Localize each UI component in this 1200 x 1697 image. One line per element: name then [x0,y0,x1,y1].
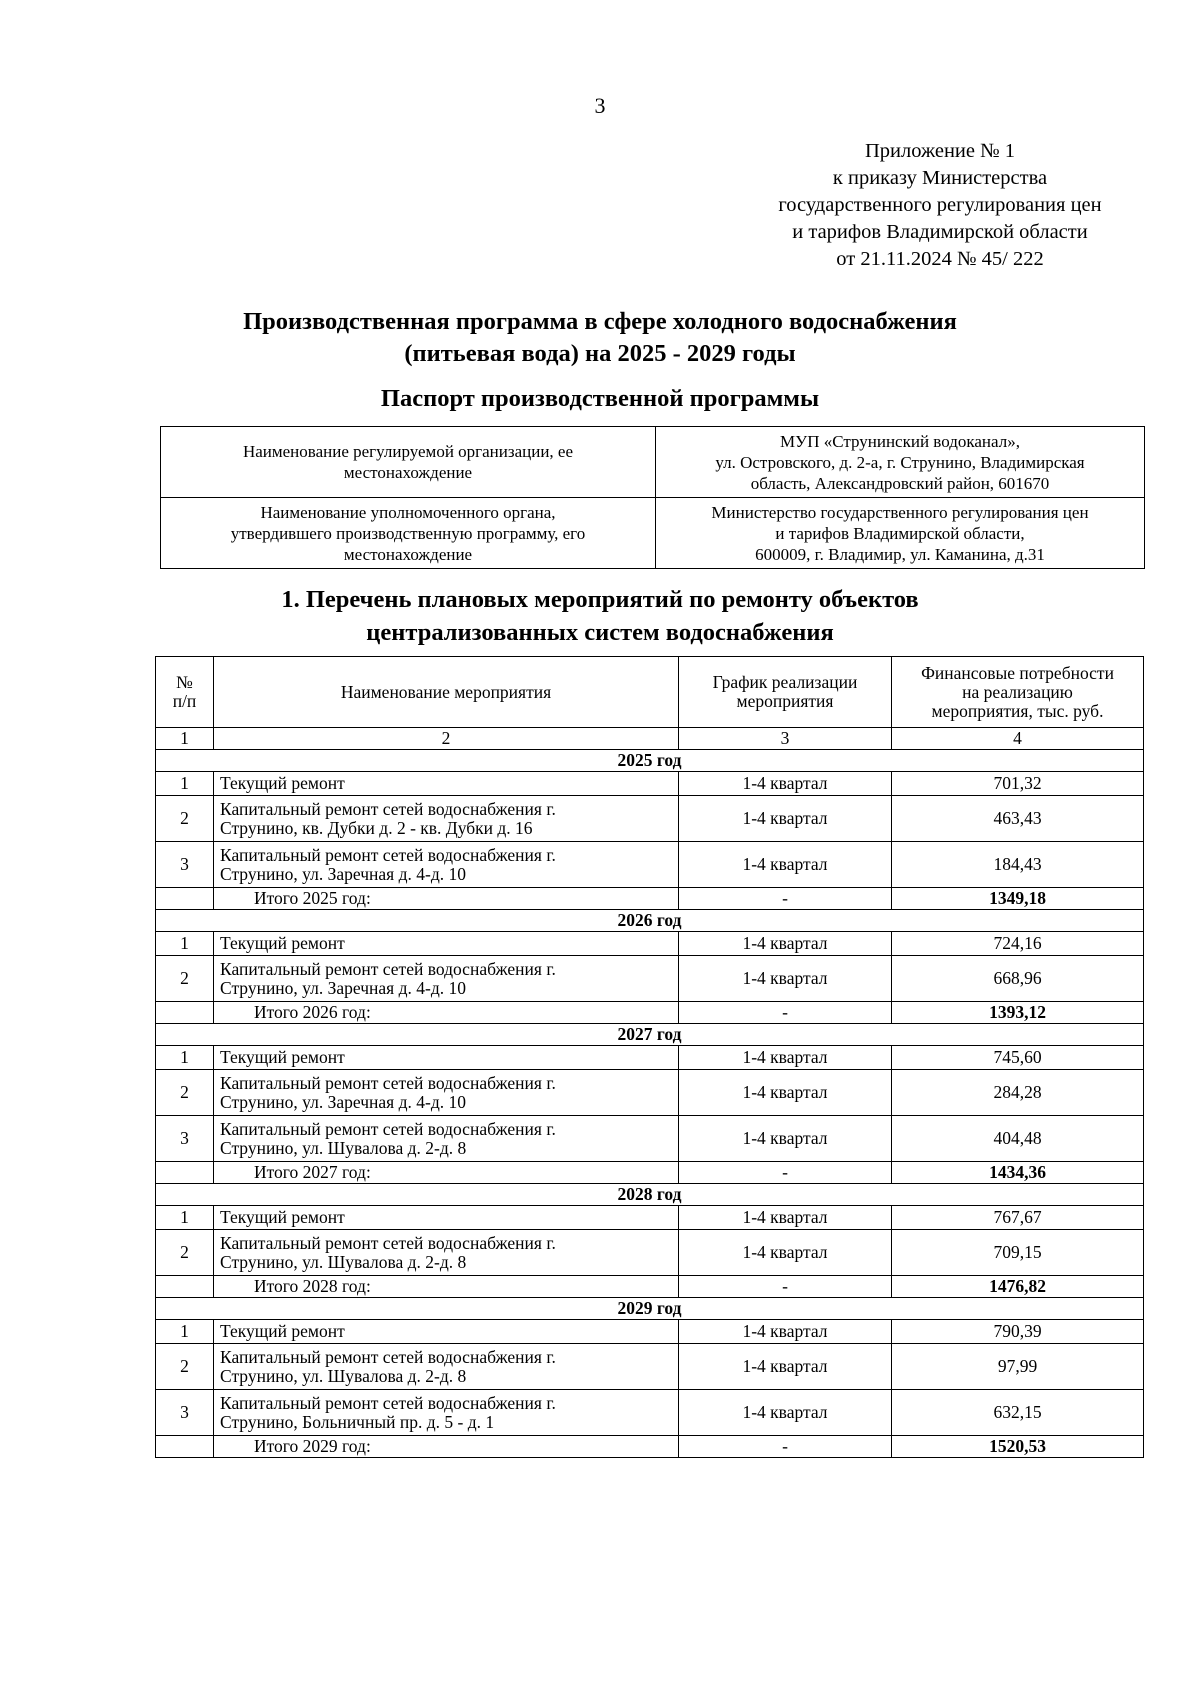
item-number: 2 [156,1344,214,1390]
item-name-line: Капитальный ремонт сетей водоснабжения г. [220,1392,556,1413]
total-number [156,888,214,910]
item-name-line: Струнино, ул. Шувалова д. 2-д. 8 [220,1365,467,1386]
item-name [214,1206,679,1230]
item-schedule: 1-4 квартал [679,1320,892,1344]
table-row [156,772,1144,796]
item-amount: 724,16 [892,932,1144,956]
item-name-line: Струнино, Больничный пр. д. 5 - д. 1 [220,1411,495,1432]
table-row [156,1116,1144,1162]
column-number-row [156,728,1144,750]
column-number: 2 [214,728,679,750]
document-title [0,306,1200,370]
item-number: 1 [156,1320,214,1344]
appendix-line: и тарифов Владимирской области [792,221,1088,243]
header-finance [892,657,1144,728]
passport-row [161,498,1145,569]
item-schedule: 1-4 квартал [679,1390,892,1436]
item-amount: 668,96 [892,956,1144,1002]
item-amount: 284,28 [892,1070,1144,1116]
item-schedule: 1-4 квартал [679,772,892,796]
item-name [214,1390,679,1436]
passport-table [160,426,1145,569]
item-number: 1 [156,1046,214,1070]
passport-label-line: Наименование уполномоченного органа, [260,502,556,522]
total-label: Итого 2028 год: [214,1276,679,1298]
item-name-line: Капитальный ремонт сетей водоснабжения г. [220,958,556,979]
passport-label-line: Наименование регулируемой организации, ее [242,442,574,461]
item-name [214,1320,679,1344]
total-row [156,1162,1144,1184]
header-line: Финансовые потребности [921,662,1114,683]
item-name [214,1230,679,1276]
item-name-line: Капитальный ремонт сетей водоснабжения г. [220,1232,556,1253]
total-label: Итого 2026 год: [214,1002,679,1024]
item-amount: 745,60 [892,1046,1144,1070]
item-number: 2 [156,1230,214,1276]
total-schedule: - [679,1436,892,1458]
item-amount: 463,43 [892,796,1144,842]
item-amount: 184,43 [892,842,1144,888]
item-name-line: Текущий ремонт [220,1321,345,1341]
item-name-line: Текущий ремонт [220,773,345,793]
passport-heading: Паспорт производственной программы [380,385,820,412]
item-number: 2 [156,796,214,842]
item-name-line: Капитальный ремонт сетей водоснабжения г. [220,1118,556,1139]
item-name-line: Струнино, ул. Шувалова д. 2-д. 8 [220,1251,467,1272]
year-row [156,1184,1144,1206]
column-number: 1 [156,728,214,750]
total-amount: 1393,12 [892,1002,1144,1024]
item-number: 3 [156,1390,214,1436]
item-name [214,796,679,842]
item-number: 2 [156,956,214,1002]
total-row [156,888,1144,910]
year-label: 2028 год [156,1184,1144,1206]
table-row [156,1230,1144,1276]
appendix-line: Приложение № 1 [864,140,1016,162]
passport-label-line: местонахождение [343,544,473,564]
total-number [156,1002,214,1024]
item-name [214,1070,679,1116]
passport-label [161,427,656,498]
item-number: 1 [156,932,214,956]
passport-label-line: утвердившего производственную программу, его [230,523,586,543]
total-label: Итого 2027 год: [214,1162,679,1184]
passport-row [161,427,1145,498]
year-row [156,750,1144,772]
table-row [156,842,1144,888]
item-schedule: 1-4 квартал [679,1070,892,1116]
header-name [214,657,679,728]
passport-value-line: МУП «Струнинский водоканал», [780,431,1020,451]
table-row [156,1390,1144,1436]
total-number [156,1162,214,1184]
item-name [214,772,679,796]
item-amount: 632,15 [892,1390,1144,1436]
passport-value-line: и тарифов Владимирской области, [775,523,1025,543]
table-row [156,956,1144,1002]
header-line: № [176,672,193,692]
document-title-line: (питьевая вода) на 2025 - 2029 годы [404,340,796,367]
passport-value-line: область, Александровский район, 601670 [750,473,1050,493]
header-num [156,657,214,728]
item-name-line: Струнино, кв. Дубки д. 2 - кв. Дубки д. 16 [220,817,533,838]
header-line: п/п [172,691,197,711]
total-row [156,1002,1144,1024]
item-number: 1 [156,1206,214,1230]
item-amount: 790,39 [892,1320,1144,1344]
total-amount: 1349,18 [892,888,1144,910]
item-name-line: Капитальный ремонт сетей водоснабжения г. [220,1346,556,1367]
year-row [156,1298,1144,1320]
table-row [156,1206,1144,1230]
appendix-line: государственного регулирования цен [778,194,1102,216]
document-title-line: Производственная программа в сфере холодного водоснабжения [243,308,957,335]
item-name [214,842,679,888]
section-heading [0,583,1200,649]
section-heading-line: 1. Перечень плановых мероприятий по ремонту объектов [281,586,919,613]
item-name-line: Струнино, ул. Заречная д. 4-д. 10 [220,1091,466,1112]
item-name-line: Текущий ремонт [220,1047,345,1067]
year-row [156,1024,1144,1046]
passport-value-line: Министерство государственного регулирования цен [711,502,1089,522]
table-row [156,1320,1144,1344]
passport-value [656,427,1145,498]
column-number: 4 [892,728,1144,750]
passport-value-line: 600009, г. Владимир, ул. Каманина, д.31 [755,544,1045,564]
item-name [214,956,679,1002]
item-name-line: Капитальный ремонт сетей водоснабжения г. [220,1072,556,1093]
item-amount: 767,67 [892,1206,1144,1230]
item-name-line: Струнино, ул. Заречная д. 4-д. 10 [220,977,466,998]
total-row [156,1276,1144,1298]
item-schedule: 1-4 квартал [679,1116,892,1162]
item-name-line: Струнино, ул. Шувалова д. 2-д. 8 [220,1137,467,1158]
item-name [214,932,679,956]
header-schedule [679,657,892,728]
item-name [214,1046,679,1070]
item-name-line: Струнино, ул. Заречная д. 4-д. 10 [220,863,466,884]
header-line: мероприятия [736,691,834,711]
total-number [156,1436,214,1458]
year-label: 2025 год [156,750,1144,772]
passport-value [656,498,1145,569]
item-number: 3 [156,842,214,888]
total-amount: 1520,53 [892,1436,1144,1458]
item-name-line: Текущий ремонт [220,1207,345,1227]
item-name [214,1116,679,1162]
table-row [156,1344,1144,1390]
item-schedule: 1-4 квартал [679,796,892,842]
item-name-line: Капитальный ремонт сетей водоснабжения г. [220,798,556,819]
item-name [214,1344,679,1390]
activities-table [155,656,1144,1458]
page-number: 3 [594,93,606,118]
header-line: мероприятия, тыс. руб. [931,700,1104,721]
item-schedule: 1-4 квартал [679,932,892,956]
item-schedule: 1-4 квартал [679,1344,892,1390]
item-schedule: 1-4 квартал [679,842,892,888]
year-label: 2026 год [156,910,1144,932]
header-line: График реализации [712,672,858,692]
total-amount: 1434,36 [892,1162,1144,1184]
header-line: Наименование мероприятия [340,681,552,702]
table-row [156,796,1144,842]
total-schedule: - [679,1276,892,1298]
appendix-line: от 21.11.2024 № 45/ 222 [836,248,1044,270]
item-amount: 404,48 [892,1116,1144,1162]
total-label: Итого 2025 год: [214,888,679,910]
year-label: 2027 год [156,1024,1144,1046]
item-number: 2 [156,1070,214,1116]
section-heading-line: централизованных систем водоснабжения [366,619,834,646]
table-row [156,932,1144,956]
header-line: на реализацию [962,681,1073,702]
year-label: 2029 год [156,1298,1144,1320]
total-row [156,1436,1144,1458]
item-schedule: 1-4 квартал [679,1206,892,1230]
appendix-line: к приказу Министерства [832,167,1048,189]
item-amount: 701,32 [892,772,1144,796]
item-schedule: 1-4 квартал [679,1046,892,1070]
item-name-line: Капитальный ремонт сетей водоснабжения г. [220,844,556,865]
item-name-line: Текущий ремонт [220,933,345,953]
passport-label [161,498,656,569]
appendix-block [700,138,1180,273]
passport-value-line: ул. Островского, д. 2-а, г. Струнино, Владимирская [715,452,1085,472]
item-schedule: 1-4 квартал [679,1230,892,1276]
table-row [156,1046,1144,1070]
total-number [156,1276,214,1298]
total-amount: 1476,82 [892,1276,1144,1298]
total-schedule: - [679,1002,892,1024]
total-label: Итого 2029 год: [214,1436,679,1458]
item-number: 1 [156,772,214,796]
table-row [156,1070,1144,1116]
total-schedule: - [679,1162,892,1184]
table-header-row [156,657,1144,728]
item-number: 3 [156,1116,214,1162]
year-row [156,910,1144,932]
item-amount: 97,99 [892,1344,1144,1390]
total-schedule: - [679,888,892,910]
item-amount: 709,15 [892,1230,1144,1276]
item-schedule: 1-4 квартал [679,956,892,1002]
passport-label-line: местонахождение [343,463,473,482]
column-number: 3 [679,728,892,750]
